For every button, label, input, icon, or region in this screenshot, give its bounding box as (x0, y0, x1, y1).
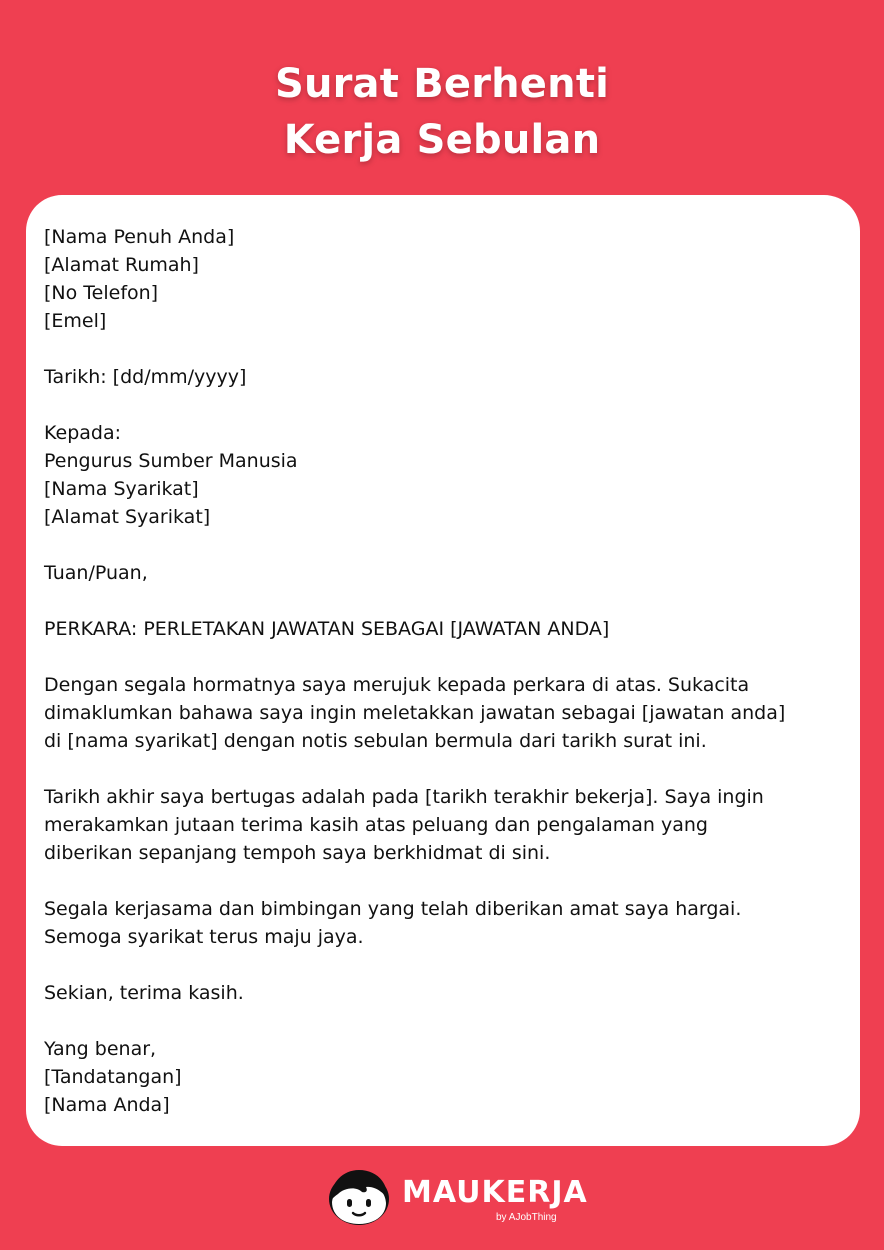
salutation: Tuan/Puan, (44, 562, 148, 584)
recipient-company: [Nama Syarikat] (44, 478, 199, 500)
sender-email: [Emel] (44, 310, 107, 332)
recipient-title: Pengurus Sumber Manusia (44, 450, 298, 472)
sender-phone: [No Telefon] (44, 282, 159, 304)
signature-placeholder: [Tandatangan] (44, 1066, 182, 1088)
paragraph-1-line: di [nama syarikat] dengan notis sebulan bermula dari tarikh surat ini. (44, 730, 707, 752)
title-line-1: Surat Berhenti (274, 61, 610, 107)
maukerja-logo (326, 1164, 588, 1226)
closing-line: Sekian, terima kasih. (44, 982, 244, 1004)
sender-address: [Alamat Rumah] (44, 254, 199, 276)
paragraph-1-line: Dengan segala hormatnya saya merujuk kepada perkara di atas. Sukacita (44, 674, 750, 696)
paragraph-3-line: Semoga syarikat terus maju jaya. (44, 926, 364, 948)
spacer (44, 1007, 842, 1035)
page-title (0, 56, 884, 168)
spacer (44, 951, 842, 979)
sender-name: [Nama Penuh Anda] (44, 226, 235, 248)
recipient-address: [Alamat Syarikat] (44, 506, 211, 528)
brand-subtitle: by AJobThing (496, 1212, 557, 1223)
sign-off: Yang benar, (44, 1038, 157, 1060)
paragraph-2-line: Tarikh akhir saya bertugas adalah pada [tarikh terakhir bekerja]. Saya ingin (44, 786, 764, 808)
spacer (44, 643, 842, 671)
paragraph-3-line: Segala kerjasama dan bimbingan yang telah diberikan amat saya hargai. (44, 898, 742, 920)
footer (0, 1162, 884, 1232)
letter-card (26, 195, 860, 1146)
spacer (44, 531, 842, 559)
title-line-2: Kerja Sebulan (283, 117, 601, 163)
letter-body (44, 223, 842, 1119)
spacer (44, 755, 842, 783)
spacer (44, 587, 842, 615)
paragraph-2-line: diberikan sepanjang tempoh saya berkhidmat di sini. (44, 842, 551, 864)
mascot-face-icon (326, 1164, 392, 1226)
brand-name: MAUKERJA (402, 1175, 588, 1210)
signer-name: [Nama Anda] (44, 1094, 170, 1116)
recipient-to: Kepada: (44, 422, 122, 444)
spacer (44, 867, 842, 895)
spacer (44, 335, 842, 363)
subject-line: PERKARA: PERLETAKAN JAWATAN SEBAGAI [JAWATAN ANDA] (44, 618, 610, 640)
paragraph-1-line: dimaklumkan bahawa saya ingin meletakkan jawatan sebagai [jawatan anda] (44, 702, 786, 724)
spacer (44, 391, 842, 419)
paragraph-2-line: merakamkan jutaan terima kasih atas peluang dan pengalaman yang (44, 814, 708, 836)
letter-date: Tarikh: [dd/mm/yyyy] (44, 366, 247, 388)
